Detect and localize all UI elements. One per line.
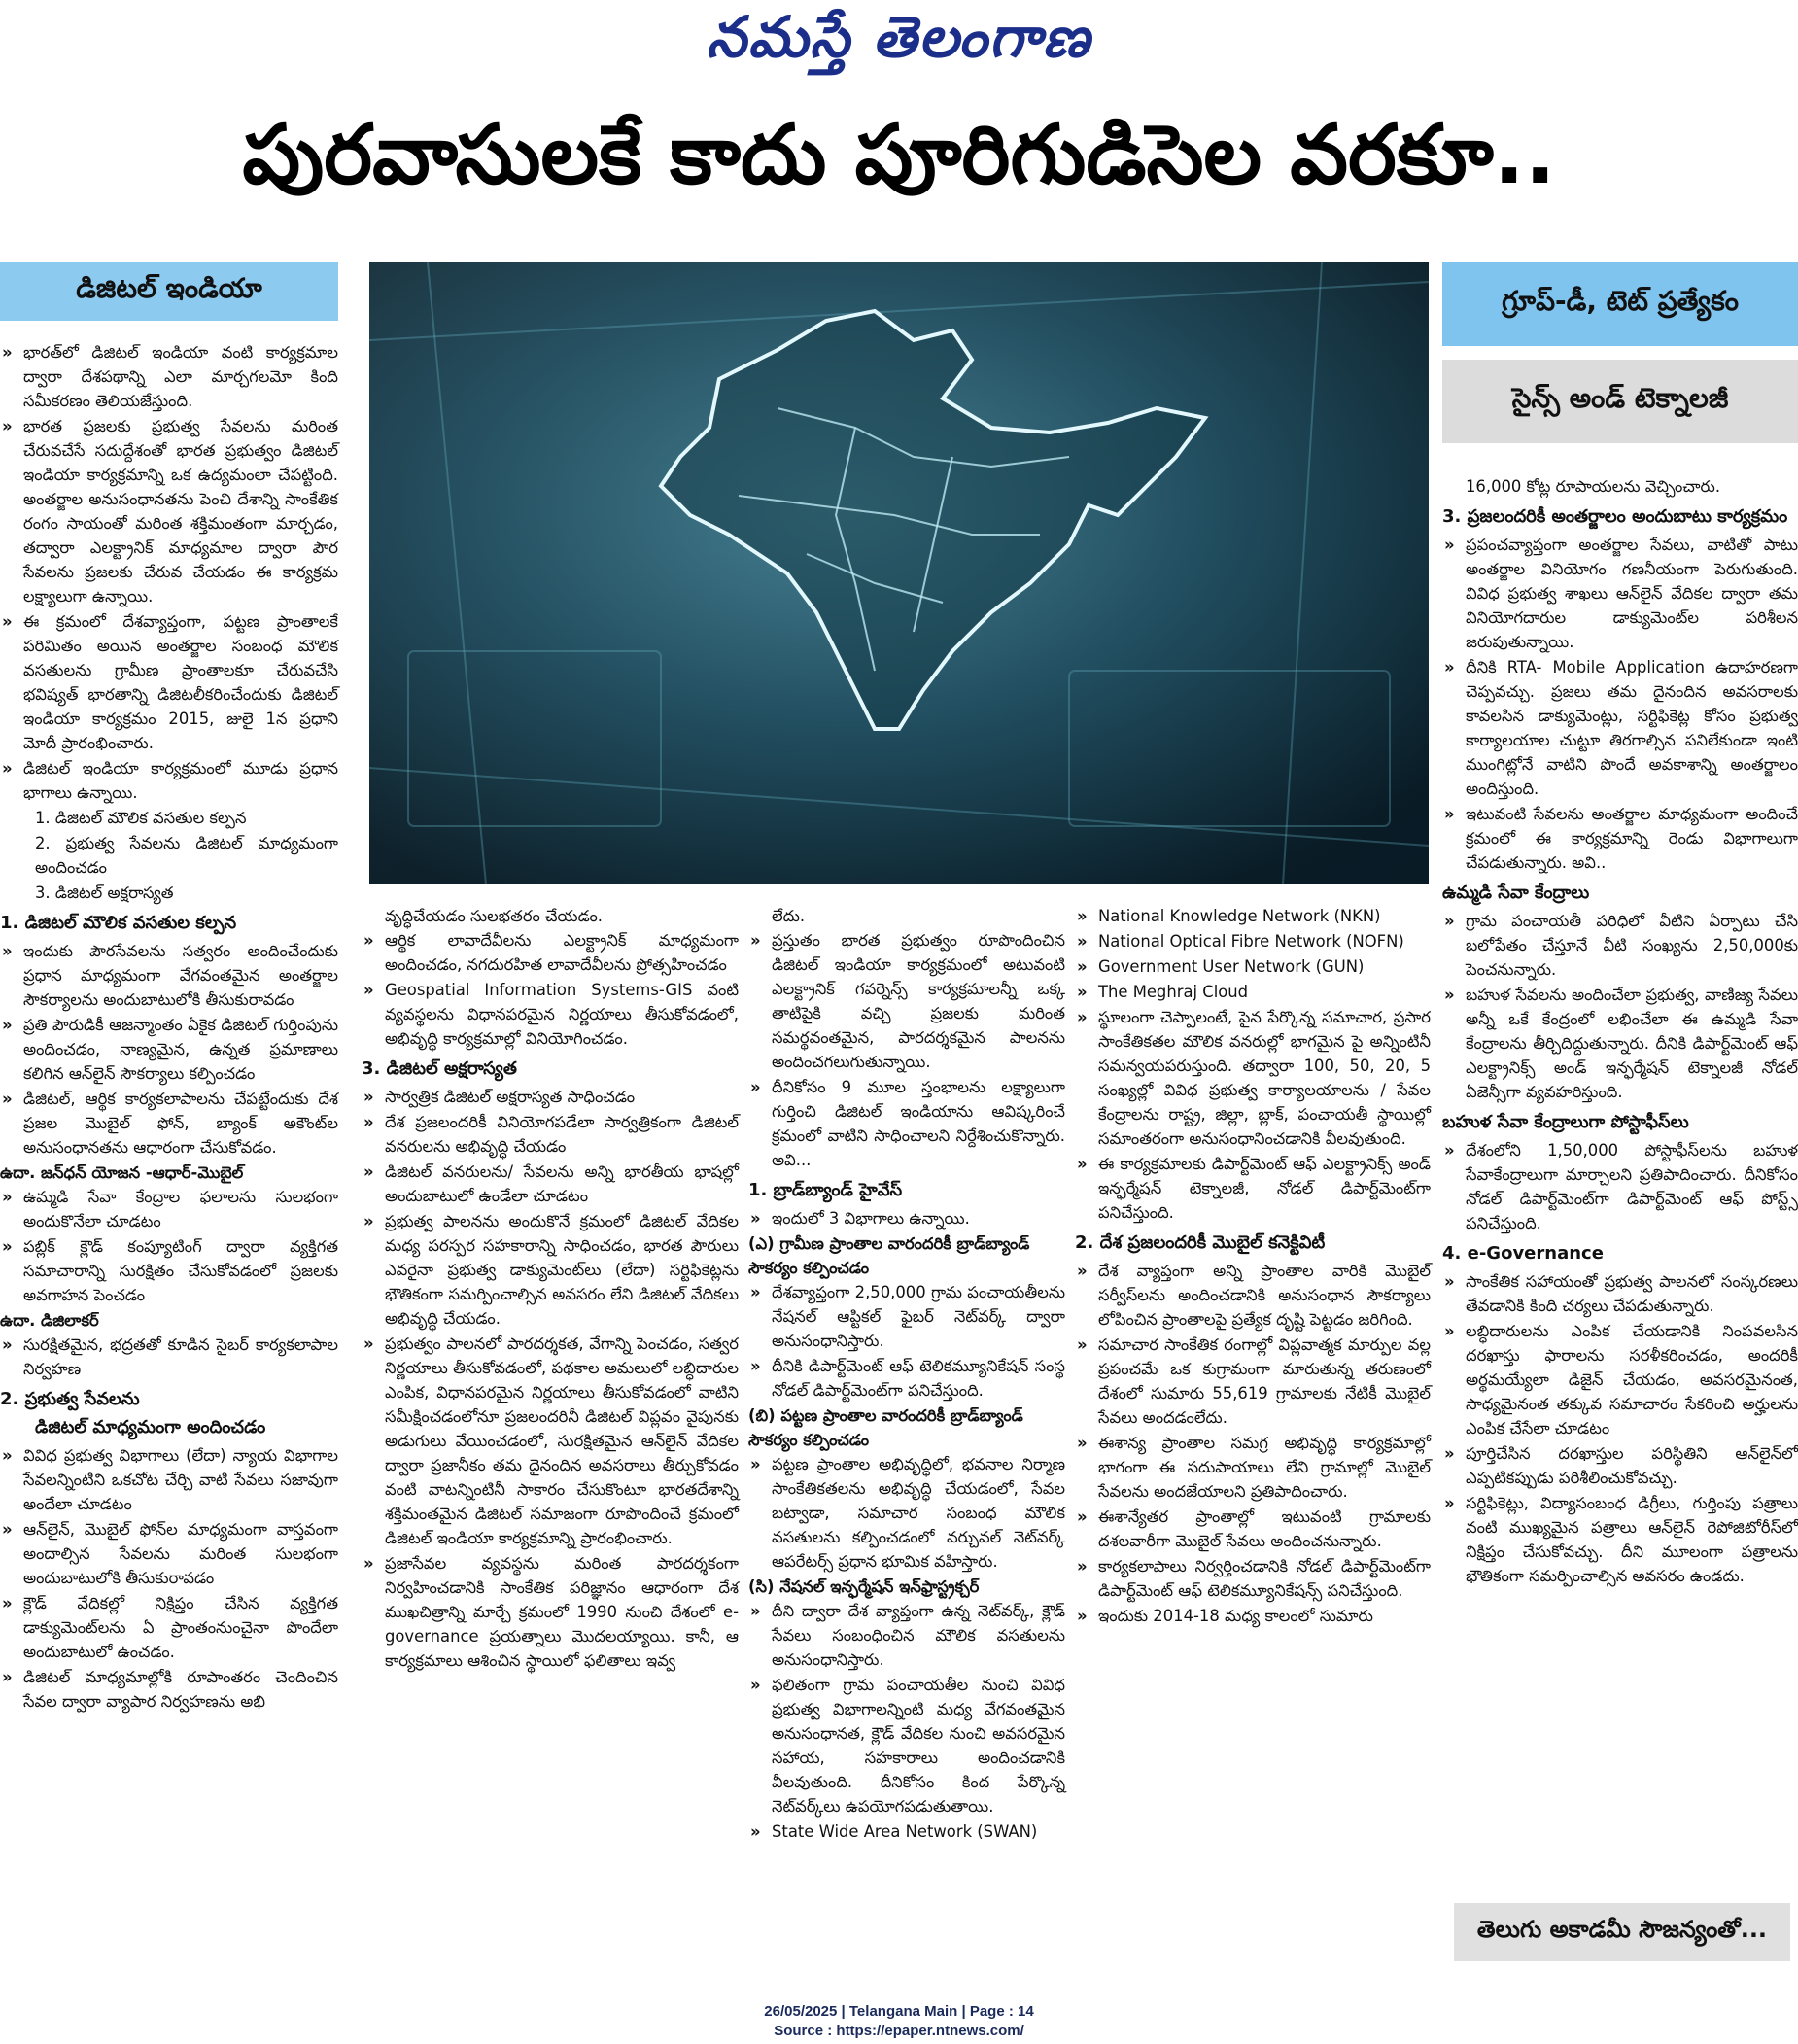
list-item: » గ్రామ పంచాయతీ పరిధిలో వీటిని ఏర్పాటు చేసి బలోపేతం చేస్తూనే వీటి సంఖ్యను 2,50,000కు పెంచనున్నారు.	[1442, 909, 1798, 982]
list-item: » సార్వత్రిక డిజిటల్ అక్షరాస్యత సాధించడం	[362, 1085, 739, 1109]
list-item: » Government User Network (GUN)	[1075, 954, 1431, 979]
list-item: » దీనికి డిపార్ట్‌మెంట్ ఆఫ్ టెలికమ్యూనికేషన్ సంస్థ నోడల్ డిపార్ట్‌మెంట్‌గా పనిచేస్తుంది.	[748, 1354, 1065, 1403]
list-item: » ఇటువంటి సేవలను అంతర్జాల మాధ్యమంగా అందించే క్రమంలో ఈ కార్యక్రమాన్ని రెండు విభాగాలుగా చేపడుతున్నారు. అవి..	[1442, 802, 1798, 875]
credit-text: తెలుగు అకాడమీ సౌజన్యంతో...	[1476, 1916, 1768, 1943]
list-item: » సాంకేతిక సహాయంతో ప్రభుత్వ పాలనలో సంస్కరణలు తేవడానికి కింది చర్యలు చేపడుతున్నారు.	[1442, 1269, 1798, 1318]
subheading: 2. ప్రభుత్వ సేవలను	[0, 1389, 140, 1409]
list-item: » వివిధ ప్రభుత్వ విభాగాలు (లేదా) న్యాయ విభాగాల సేవలన్నింటిని ఒకచోట చేర్చి వాటి సేవలు సజావుగా అందేలా చూడటం	[0, 1443, 338, 1516]
sub-section-label: (ఎ) గ్రామీణ ప్రాంతాల వారందరికీ బ్రాడ్‌బ్యాండ్ సౌకర్యం కల్పించడం	[748, 1234, 1030, 1277]
subheading: 1. డిజిటల్ మౌలిక వసతుల కల్పన	[0, 913, 237, 933]
sub-section-label: (బి) పట్టణ ప్రాంతాల వారందరికీ బ్రాడ్‌బ్యాండ్ సౌకర్యం కల్పించడం	[748, 1406, 1023, 1449]
column-5	[1442, 474, 1798, 1589]
list-item: » ఇందుకు పౌరసేవలను సత్వరం అందించేందుకు ప్రధాన మాధ్యమంగా వేగవంతమైన అంతర్జాల సౌకర్యాలను అందుబాటులోకి తీసుకురావడం	[0, 939, 338, 1012]
list-item: » సర్టిఫికెట్లు, విద్యాసంబంధ డిగ్రీలు, గుర్తింపు పత్రాలు వంటి ముఖ్యమైన పత్రాలు ఆన్‌లైన్ రెపోజిటోరీస్‌లో నిక్షిప్తం చేసుకోవచ్చు. దీని మూలంగా పత్రాలను భౌతికంగా సమర్పించాల్సిన అవసరం ఉండదు.	[1442, 1491, 1798, 1588]
list-item: » దీని ద్వారా దేశ వ్యాప్తంగా ఉన్న నెట్‌వర్క్, క్లౌడ్ సేవలు సంబంధించిన మౌలిక వసతులను అనుసంధానిస్తారు.	[748, 1599, 1065, 1672]
list-item: » ఉమ్మడి సేవా కేంద్రాల ఫలాలను సులభంగా అందుకొనేలా చూడటం	[0, 1185, 338, 1233]
list-item: » Geospatial Information Systems-GIS వంటి వ్యవస్థలను విధానపరమైన నిర్ణయాలు తీసుకోవడంలో, అభివృద్ధి కార్యక్రమాల్లో వినియోగించడం.	[362, 978, 739, 1051]
subheading: 1. బ్రాడ్‌బ్యాండ్ హైవేస్	[748, 1180, 903, 1200]
column-1	[0, 340, 338, 1715]
list-item: » పబ్లిక్ క్లౌడ్ కంప్యూటింగ్ ద్వారా వ్యక్తిగత సమాచారాన్ని సురక్షితం చేసుకోవడంలో ప్రజలకు అవగాహన పెంచడం	[0, 1234, 338, 1307]
list-item: » దేశ ప్రజలందరికీ వినియోగపడేలా సార్వత్రికంగా డిజిటల్ వనరులను అభివృద్ధి చేయడం	[362, 1110, 739, 1159]
column-2	[362, 904, 739, 1674]
list-item: » ఆర్థిక లావాదేవీలను ఎలక్ట్రానిక్ మాధ్యమంగా అందించడం, నగదురహిత లావాదేవీలను ప్రోత్సహించడం	[362, 928, 739, 977]
list-item: » దీనికోసం 9 మూల స్తంభాలను లక్ష్యాలుగా గుర్తించి డిజిటల్ ఇండియాను ఆవిష్కరించే క్రమంలో వాటిని సాధించాలని నిర్దేశించుకొన్నారు. అవి...	[748, 1075, 1065, 1172]
list-item: » భారత్‌లో డిజిటల్ ఇండియా వంటి కార్యక్రమాల ద్వారా దేశపథాన్ని ఎలా మార్చగలమో కింది సమీకరణం తెలియజేస్తుంది.	[0, 340, 338, 413]
banner-group-d-tet	[1442, 262, 1798, 346]
list-item: » డిజిటల్ ఇండియా కార్యక్రమంలో మూడు ప్రధాన భాగాలు ఉన్నాయి.	[0, 756, 338, 805]
footer-date-page: 26/05/2025 | Telangana Main | Page : 14	[764, 2003, 1034, 2020]
credit-box	[1454, 1903, 1790, 1961]
list-item: » ప్రజాసేవల వ్యవస్థను మరింత పారదర్శకంగా నిర్వహించడానికి సాంకేతిక పరిజ్ఞానం ఆధారంగా దేశ ముఖచిత్రాన్ని మార్చే క్రమంలో 1990 నుంచి దేశంలో e-governance ప్రయత్నాలు మొదలయ్యాయి. కానీ, ఆ కార్యక్రమాలు ఆశించిన స్థాయిలో ఫలితాలు ఇవ్వ	[362, 1551, 739, 1673]
list-item: » డిజిటల్ మాధ్యమాల్లోకి రూపాంతరం చెందించిన సేవల ద్వారా వ్యాపార నిర్వహణను అభి	[0, 1665, 338, 1714]
paragraph: 16,000 కోట్ల రూపాయలను వెచ్చించారు.	[1466, 477, 1721, 496]
example-label: ఉదా. జన్‌ధన్ యోజన -ఆధార్-మొబైల్	[0, 1163, 244, 1182]
masthead-logo: నమస్తే తెలంగాణ	[707, 4, 1091, 70]
list-item: » దేశ వ్యాప్తంగా అన్ని ప్రాంతాల వారికి మొబైల్ సర్వీస్‌లను అందించడానికి అనుసంధాన సౌకర్యాలు లోపించిన ప్రాంతాలపై ప్రత్యేక దృష్టి పెట్టడం జరిగింది.	[1075, 1259, 1431, 1332]
list-item: » భారత ప్రజలకు ప్రభుత్వ సేవలను మరింత చేరువచేసే సదుద్దేశంతో భారత ప్రభుత్వం డిజిటల్ ఇండియా కార్యక్రమాన్ని ఒక ఉద్యమంలా చేపట్టింది. అంతర్జాల అనుసంధానతను పెంచి దేశాన్ని సాంకేతిక రంగం సాయంతో మరింత శక్తిమంతంగా మార్చడం, తద్వారా ఎలక్ట్రానిక్ మాధ్యమాల ద్వారా పౌర సేవలను ప్రజలకు చేరువ చేయడం ఈ కార్యక్రమ లక్ష్యాలుగా ఉన్నాయి.	[0, 414, 338, 608]
banner-science-label: సైన్స్ అండ్ టెక్నాలజీ	[1511, 382, 1729, 414]
footer-source: Source : https://epaper.ntnews.com/	[774, 2023, 1024, 2039]
list-item: » పూర్తిచేసిన దరఖాస్తుల పరిస్థితిని ఆన్‌లైన్‌లో ఎప్పటికప్పుడు పరిశీలించుకోవచ్చు.	[1442, 1441, 1798, 1490]
paragraph: లేదు.	[772, 907, 806, 925]
list-item: » ఈశాన్య ప్రాంతాల సమగ్ర అభివృద్ధి కార్యక్రమాల్లో భాగంగా ఈ సదుపాయాలు లేని గ్రామాల్లో మొబైల్ సేవలను అందజేయాలని ప్రతిపాదించారు.	[1075, 1431, 1431, 1504]
example-label: ఉదా. డిజిలాకర్	[0, 1311, 99, 1330]
subheading: 2. దేశ ప్రజలందరికీ మొబైల్ కనెక్టివిటీ	[1075, 1232, 1326, 1253]
list-item: » ఇందులో 3 విభాగాలు ఉన్నాయి.	[748, 1206, 1065, 1230]
list-item: » డిజిటల్ వనరులను/ సేవలను అన్ని భారతీయ భాషల్లో అందుబాటులో ఉండేలా చూడటం	[362, 1160, 739, 1208]
numbered-item: 2. ప్రభుత్వ సేవలను డిజిటల్ మాధ్యమంగా అందించడం	[35, 834, 338, 877]
subheading: 4. e-Governance	[1442, 1243, 1604, 1264]
list-item: » ప్రస్తుతం భారత ప్రభుత్వం రూపొందించిన డిజిటల్ ఇండియా కార్యక్రమంలో అటువంటి ఎలక్ట్రానిక్ గవర్నెన్స్ కార్యక్రమాలన్నీ ఒక్క తాటిపైకి వచ్చి ప్రజలకు మరింత సమర్థవంతమైన, పారదర్శకమైన పాలనను అందించగలుగుతున్నాయి.	[748, 928, 1065, 1074]
list-item: » National Knowledge Network (NKN)	[1075, 904, 1431, 928]
subheading: 3. ప్రజలందరికీ అంతర్జాలం అందుబాటు కార్యక్రమం	[1442, 506, 1788, 527]
list-item: » డిజిటల్, ఆర్థిక కార్యకలాపాలను చేపట్టేందుకు దేశ ప్రజల మొబైల్ ఫోన్, బ్యాంక్ అకౌంట్‌ల అనుసంధానతను ఆధారంగా చేసుకోవడం.	[0, 1087, 338, 1160]
list-item: » క్లౌడ్ వేదికల్లో నిక్షిప్తం చేసిన వ్యక్తిగత డాక్యుమెంట్‌లను ఏ ప్రాంతంనుంచైనా పొందేలా అందుబాటులో ఉంచడం.	[0, 1591, 338, 1664]
list-item: » బహుళ సేవలను అందించేలా ప్రభుత్వ, వాణిజ్య సేవలు అన్నీ ఒకే కేంద్రంలో లభించేలా ఈ ఉమ్మడి సేవా కేంద్రాలను తీర్చిదిద్దుతున్నారు. దీనికి డిపార్ట్‌మెంట్ ఆఫ్ ఎలక్ట్రానిక్స్ అండ్ ఇన్ఫర్మేషన్ టెక్నాలజీ నోడల్ ఏజెన్సీగా వ్యవహరిస్తుంది.	[1442, 983, 1798, 1104]
list-item: » లబ్ధిదారులను ఎంపిక చేయడానికి నింపవలసిన దరఖాస్తు ఫారాలను సరళీకరించడం, అందరికీ అర్థమయ్యేలా డిజైన్ చేయడం, అవసరమైనంత, సాధ్యమైనంత తక్కువ సమాచారం సేకరించి అర్హులను ఎంపిక చేసేలా చూడటం	[1442, 1319, 1798, 1440]
list-item: » The Meghraj Cloud	[1075, 980, 1431, 1004]
list-item: » ఫలితంగా గ్రామ పంచాయతీల నుంచి వివిధ ప్రభుత్వ విభాగాలన్నింటి మధ్య వేగవంతమైన అనుసంధానత, క్లౌడ్ వేదికల నుంచి అవసరమైన సహాయ, సహకారాలు అందించడానికి వీలవుతుంది. దీనికోసం కింద పేర్కొన్న నెట్‌వర్క్‌లు ఉపయోగపడుతుతాయి.	[748, 1673, 1065, 1819]
banner-science-tech	[1442, 360, 1798, 443]
list-item: » National Optical Fibre Network (NOFN)	[1075, 929, 1431, 953]
column-4	[1075, 904, 1431, 1629]
list-item: » ఈ కార్యక్రమాలకు డిపార్ట్‌మెంట్ ఆఫ్ ఎలక్ట్రానిక్స్ అండ్ ఇన్ఫర్మేషన్ టెక్నాలజీ, నోడల్ డిపార్ట్‌మెంట్‌గా పనిచేస్తుంది.	[1075, 1152, 1431, 1225]
subheading: ఉమ్మడి సేవా కేంద్రాలు	[1442, 883, 1590, 903]
paragraph: వృద్ధిచేయడం సులభతరం చేయడం.	[385, 907, 604, 925]
list-item: » State Wide Area Network (SWAN)	[748, 1819, 1065, 1844]
list-item: » దేశవ్యాప్తంగా 2,50,000 గ్రామ పంచాయతీలను నేషనల్ ఆప్టికల్ ఫైబర్ నెట్‌వర్క్ ద్వారా అనుసంధానిస్తారు.	[748, 1280, 1065, 1353]
numbered-item: 1. డిజిటల్ మౌలిక వసతుల కల్పన	[35, 809, 247, 827]
subheading: బహుళ సేవా కేంద్రాలుగా పోస్టాఫీస్‌లు	[1442, 1112, 1689, 1132]
india-map-graphic	[369, 262, 1429, 884]
list-item: » కార్యకలాపాలు నిర్వర్తించడానికి నోడల్ డిపార్ట్‌మెంట్‌గా డిపార్ట్‌మెంట్ ఆఫ్ టెలికమ్యూనికేషన్స్ పనిచేస్తుంది.	[1075, 1554, 1431, 1603]
list-item: » సమాచార సాంకేతిక రంగాల్లో విప్లవాత్మక మార్పుల వల్ల ప్రపంచమే ఒక కుగ్రామంగా మారుతున్న తరుణంలో దేశంలో సుమారు 55,619 గ్రామాలకు నేటికీ మొబైల్ సేవలు అందడంలేదు.	[1075, 1333, 1431, 1430]
section-banner-label: డిజిటల్ ఇండియా	[76, 272, 262, 304]
list-item: » సురక్షితమైన, భద్రతతో కూడిన సైబర్ కార్యకలాపాల నిర్వహణ	[0, 1333, 338, 1381]
list-item: » పట్టణ ప్రాంతాల అభివృద్ధిలో, భవనాల నిర్మాణ సాంకేతికతలను అభివృద్ధి చేయడంలో, సేవల బట్వాడా, సమాచార సంబంధ మౌలిక వసతులను కల్పించడంలో వర్చువల్ నెట్‌వర్క్ ఆపరేటర్స్ ప్రధాన భూమిక వహిస్తారు.	[748, 1452, 1065, 1574]
list-item: » దీనికి RTA- Mobile Application ఉదాహరణగా చెప్పవచ్చు. ప్రజలు తమ దైనందిన అవసరాలకు కావలసిన డాక్యుమెంట్లు, సర్టిఫికెట్ల కోసం ప్రభుత్వ కార్యాలయాల చుట్టూ తిరగాల్సిన పనిలేకుండా ఇంటి ముంగిట్లోనే వాటిని పొందే అవకాశాన్ని అంతర్జాలం అందిస్తుంది.	[1442, 655, 1798, 801]
list-item: » దేశంలోని 1,50,000 పోస్టాఫీస్‌లను బహుళ సేవాకేంద్రాలుగా మార్చాలని ప్రతిపాదించారు. దీనికోసం నోడల్ డిపార్ట్‌మెంట్‌గా డిపార్ట్‌మెంట్ ఆఫ్ పోస్ట్స్ పనిచేస్తుంది.	[1442, 1138, 1798, 1235]
numbered-item: 3. డిజిటల్ అక్షరాస్యత	[35, 883, 174, 902]
list-item: » ఈశాన్యేతర ప్రాంతాల్లో ఇటువంటి గ్రామాలకు దశలవారీగా మొబైల్ సేవలు అందించనున్నారు.	[1075, 1505, 1431, 1553]
list-item: » ఆన్‌లైన్, మొబైల్ ఫోన్‌ల మాధ్యమంగా వాస్తవంగా అందాల్సిన సేవలను మరింత సులభంగా అందుబాటులోకి తీసుకురావడం	[0, 1517, 338, 1590]
column-3	[748, 904, 1065, 1845]
list-item: » ప్రభుత్వ పాలనను అందుకొనే క్రమంలో డిజిటల్ వేదికల మధ్య పరస్పర సహకారాన్ని సాధించడం, భారత పౌరులు ఎవరైనా ప్రభుత్వ డాక్యుమెంట్‌లు (లేదా) సర్టిఫికెట్లను భౌతికంగా సమర్పించాల్సిన అవసరం లేని డిజిటల్ వేదికలు అభివృద్ధి చేయడం.	[362, 1209, 739, 1331]
subheading: 3. డిజిటల్ అక్షరాస్యత	[362, 1058, 517, 1079]
list-item: » ఈ క్రమంలో దేశవ్యాప్తంగా, పట్టణ ప్రాంతాలకే పరిమితం అయిన అంతర్జాల సంబంధ మౌలిక వసతులను గ్రామీణ ప్రాంతాలకూ చేరువచేసి భవిష్యత్ భారతాన్ని డిజిటలీకరించేందుకు డిజిటల్ ఇండియా కార్యక్రమం 2015, జులై 1న ప్రధాని మోదీ ప్రారంభించారు.	[0, 609, 338, 755]
subheading: డిజిటల్ మాధ్యమంగా అందించడం	[35, 1417, 266, 1438]
page-footer	[0, 2002, 1798, 2041]
list-item: » ఇందుకు 2014-18 మధ్య కాలంలో సుమారు	[1075, 1604, 1431, 1628]
headline: పురవాసులకే కాదు పూరిగుడిసెల వరకూ..	[242, 107, 1556, 202]
section-banner-digital-india	[0, 262, 338, 321]
list-item: » ప్రభుత్వం పాలనలో పారదర్శకత, వేగాన్ని పెంచడం, సత్వర నిర్ణయాలు తీసుకోవడంలో, పథకాల అమలులో లబ్ధిదారుల ఎంపిక, విధానపరమైన నిర్ణయాలు తీసుకోవడంలో వాటిని సమీక్షించడంలోనూ ప్రజలందరినీ డిజిటల్ విప్లవం వైపునకు అడుగులు వేయించడంలో, సురక్షితమైన ఆన్‌లైన్ వేదికల ద్వారా ప్రజానీకం తమ దైనందిన అవసరాలు తీర్చుకోవడం వంటి వాటన్నింటినీ సాకారం చేసుకొంటూ భారతదేశాన్ని శక్తిమంతమైన డిజిటల్ సమాజంగా రూపొందించే క్రమంలో డిజిటల్ ఇండియా కార్యక్రమాన్ని ప్రారంభించారు.	[362, 1332, 739, 1550]
hero-image-india-map	[369, 262, 1429, 884]
banner-group-d-label: గ్రూప్-డీ, టెట్ ప్రత్యేకం	[1502, 285, 1739, 317]
list-item: » స్థూలంగా చెప్పాలంటే, పైన పేర్కొన్న సమాచార, ప్రసార సాంకేతికతల మౌలిక వనరుల్లో భాగమైన పై అన్నింటినీ సమన్వయపరుస్తుంది. తద్వారా 100, 50, 20, 5 సంఖ్యల్లో వివిధ ప్రభుత్వ కార్యాలయాలను / సేవల కేంద్రాలను రాష్ట్ర, జిల్లా, బ్లాక్, పంచాయతీ స్థాయిల్లో సమాంతరంగా అనుసంధానించడానికి వీలవుతుంది.	[1075, 1005, 1431, 1151]
list-item: » ప్రతి పౌరుడికీ ఆజన్మాంతం ఏకైక డిజిటల్ గుర్తింపును అందించడం, నాణ్యమైన, ఉన్నత ప్రమాణాలు కలిగిన ఆన్‌లైన్ సౌకర్యాలు కల్పించడం	[0, 1013, 338, 1086]
sub-section-label: (సి) నేషనల్ ఇన్ఫర్మేషన్ ఇన్‌ఫ్రాస్ట్రక్చర్	[748, 1577, 980, 1596]
list-item: » ప్రపంచవ్యాప్తంగా అంతర్జాల సేవలు, వాటితో పాటు అంతర్జాల వినియోగం గణనీయంగా పెరుగుతుంది. వివిధ ప్రభుత్వ శాఖలు ఆన్‌లైన్ వేదికల ద్వారా తమ వినియోగదారుల డాక్యుమెంట్‌ల పరిశీలన జరుపుతున్నాయి.	[1442, 533, 1798, 654]
